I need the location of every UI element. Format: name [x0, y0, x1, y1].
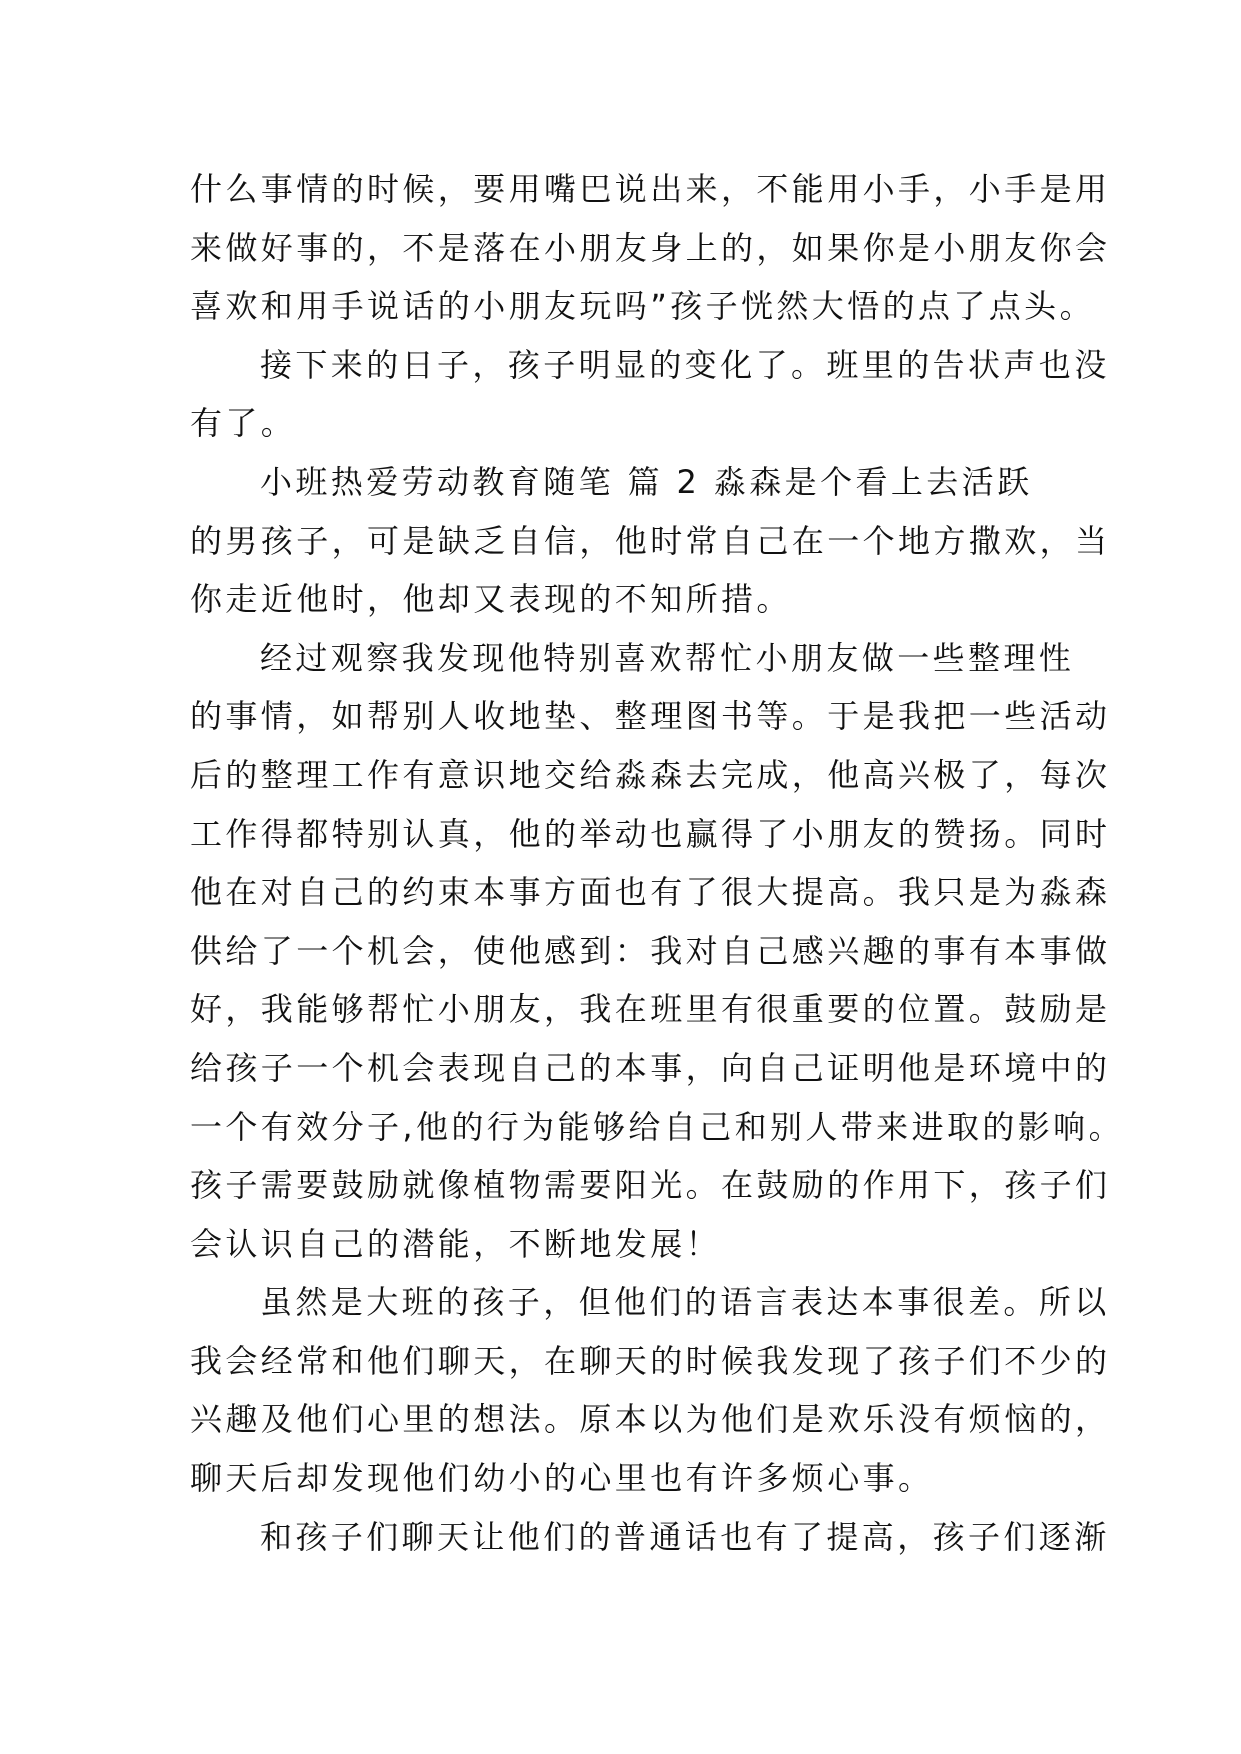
text-line: 给孩子一个机会表现自己的本事，向自己证明他是环境中的 — [190, 1048, 1111, 1087]
text-line: 好，我能够帮忙小朋友，我在班里有很重要的位置。鼓励是 — [190, 990, 1111, 1029]
text-line: 聊天后却发现他们幼小的心里也有许多烦心事。 — [190, 1459, 934, 1498]
text-line: 工作得都特别认真，他的举动也赢得了小朋友的赞扬。同时 — [190, 814, 1111, 853]
text-line: 后的整理工作有意识地交给淼森去完成，他高兴极了，每次 — [190, 755, 1111, 794]
text-line: 接下来的日子，孩子明显的变化了。班里的告状声也没 — [260, 345, 1110, 384]
text-line: 经过观察我发现他特别喜欢帮忙小朋友做一些整理性 — [260, 638, 1075, 677]
text-line: 小班热爱劳动教育随笔 篇 2 淼森是个看上去活跃 — [260, 462, 1033, 501]
text-line: 孩子需要鼓励就像植物需要阳光。在鼓励的作用下，孩子们 — [190, 1166, 1111, 1205]
text-line: 会认识自己的潜能，不断地发展！ — [190, 1224, 722, 1263]
text-line: 有了。 — [190, 404, 297, 443]
text-line: 喜欢和用手说话的小朋友玩吗”孩子恍然大悟的点了点头。 — [190, 287, 1095, 326]
text-line: 什么事情的时候，要用嘴巴说出来，不能用小手，小手是用 — [190, 170, 1111, 208]
text-line: 一个有效分子,他的行为能够给自己和别人带来进取的影响。 — [190, 1107, 1124, 1146]
text-line: 的男孩子，可是缺乏自信，他时常自己在一个地方撒欢，当 — [190, 521, 1111, 560]
text-line: 我会经常和他们聊天，在聊天的时候我发现了孩子们不少的 — [190, 1341, 1111, 1380]
text-line: 兴趣及他们心里的想法。原本以为他们是欢乐没有烦恼的， — [190, 1400, 1111, 1439]
text-line: 的事情，如帮别人收地垫、整理图书等。于是我把一些活动 — [190, 697, 1111, 736]
text-line: 他在对自己的约束本事方面也有了很大提高。我只是为淼森 — [190, 873, 1111, 912]
text-line: 来做好事的，不是落在小朋友身上的，如果你是小朋友你会 — [190, 228, 1111, 267]
text-line: 虽然是大班的孩子，但他们的语言表达本事很差。所以 — [260, 1283, 1110, 1322]
text-line: 供给了一个机会，使他感到：我对自己感兴趣的事有本事做 — [190, 931, 1111, 970]
text-line: 和孩子们聊天让他们的普通话也有了提高，孩子们逐渐 — [260, 1517, 1110, 1556]
body-text — [190, 160, 1124, 1566]
text-line: 你走近他时，他却又表现的不知所措。 — [190, 580, 792, 619]
